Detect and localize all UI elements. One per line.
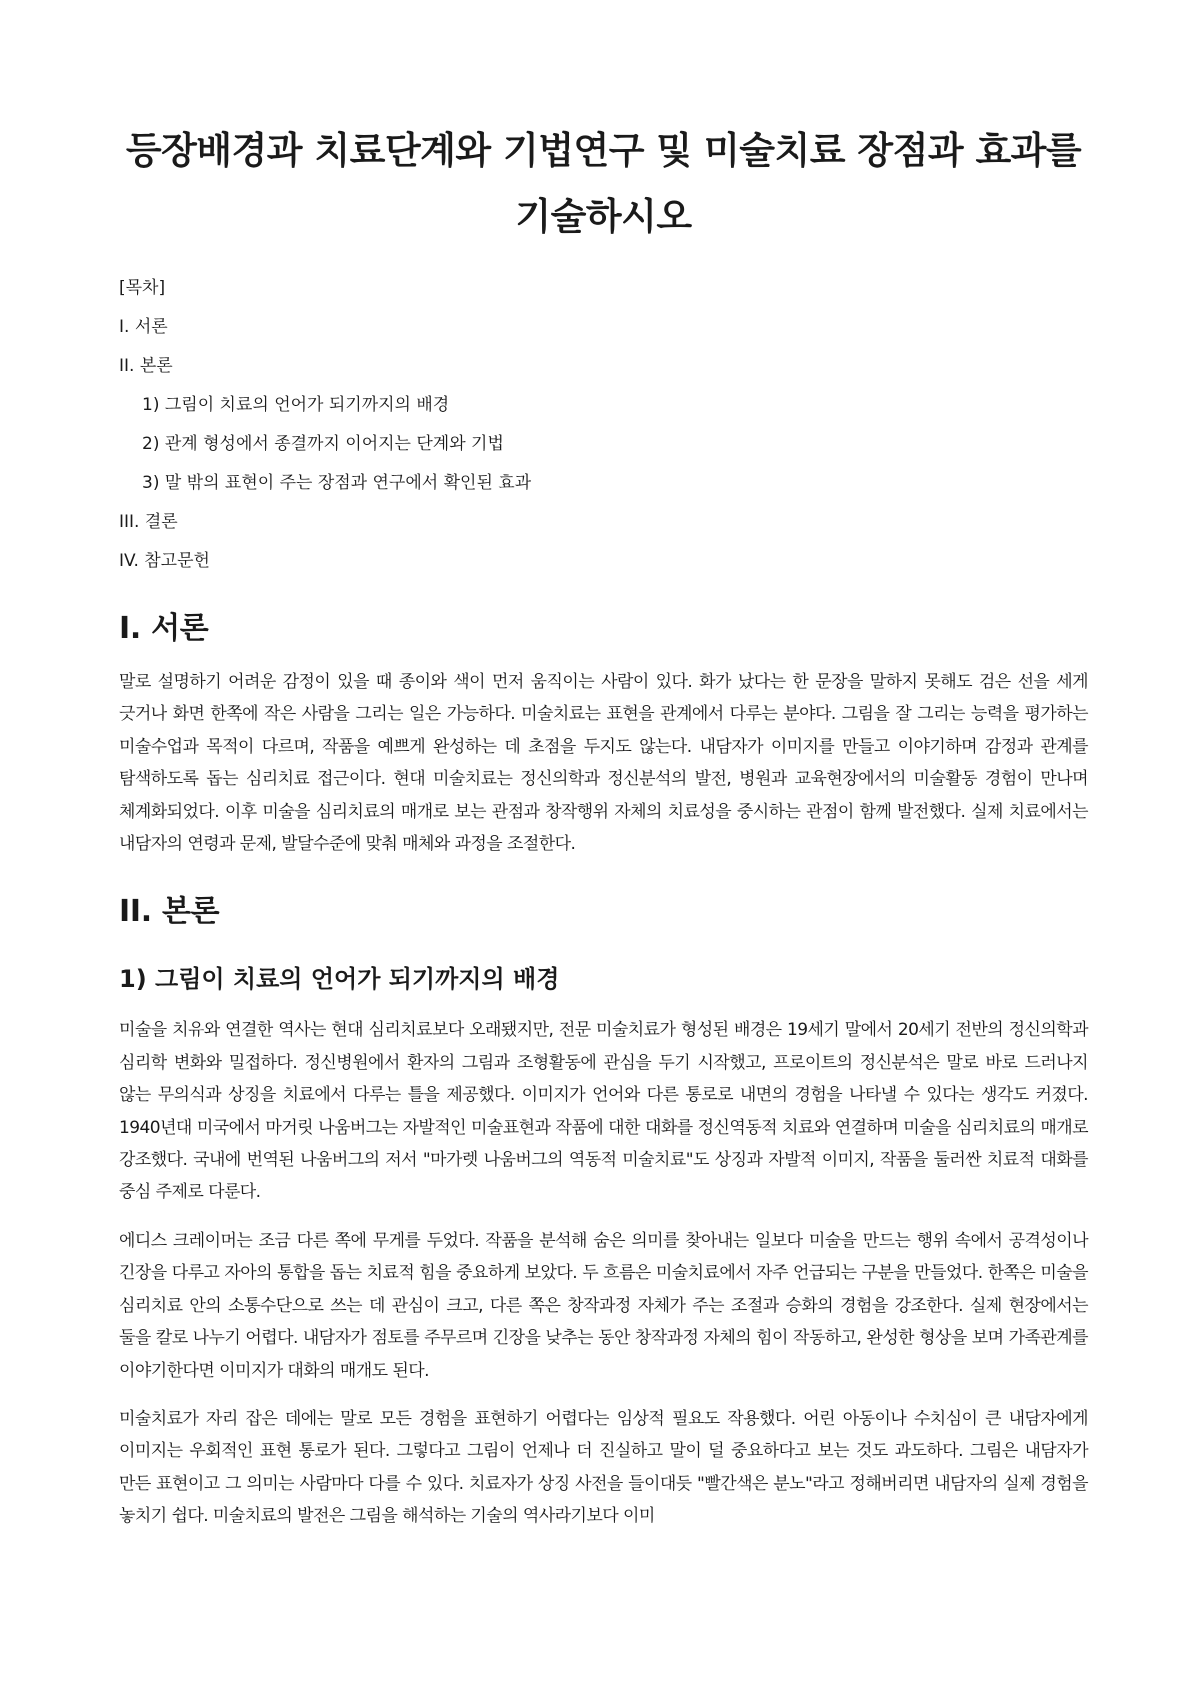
toc-item-introduction[interactable]: I. 서론 xyxy=(119,317,168,337)
section-spacer xyxy=(119,876,1088,892)
toc-item-references[interactable]: IV. 참고문헌 xyxy=(119,551,210,571)
section-spacer xyxy=(119,949,1088,961)
section-heading-introduction: I. 서론 xyxy=(119,611,209,646)
subsection-heading-background: 1) 그림이 치료의 언어가 되기까지의 배경 xyxy=(119,965,560,994)
paragraph: 미술을 치유와 연결한 역사는 현대 심리치료보다 오래됐지만, 전문 미술치료가 형성된 배경은 19세기 말에서 20세기 전반의 정신의학과 심리학 변화와 밀접하다. 정신병원에서 환자의 그림과 조형활동에 관심을 두기 시작했고, 프로이트의 정신분석은 말로 바로 드러나지 않는 무의식과 상징을 치료에서 다루는 틀을 제공했다. 이미지가 언어와 다른 통로로 내면의 경험을 나타낼 수 있다는 생각도 커졌다. 1940년대 미국에서 마거릿 나움버그는 자발적인 미술표현과 작품에 대한 대화를 정신역동적 치료와 연결하며 미술을 심리치료의 매개로 강조했다. 국내에 번역된 나움버그의 저서 "마가렛 나움버그의 역동적 미술치료"도 상징과 자발적 이미지, 작품을 둘러싼 치료적 대화를 중심 주제로 다룬다. xyxy=(119,1020,1088,1203)
toc-item-conclusion[interactable]: III. 결론 xyxy=(119,512,178,532)
paragraph: 말로 설명하기 어려운 감정이 있을 때 종이와 색이 먼저 움직이는 사람이 있다. 화가 났다는 한 문장을 말하지 못해도 검은 선을 세게 긋거나 화면 한쪽에 작은 사람을 그리는 일은 가능하다. 미술치료는 표현을 관계에서 다루는 분야다. 그림을 잘 그리는 능력을 평가하는 미술수업과 목적이 다르며, 작품을 예쁘게 완성하는 데 초점을 두지도 않는다. 내담자가 이미지를 만들고 이야기하며 감정과 관계를 탐색하도록 돕는 심리치료 접근이다. 현대 미술치료는 정신의학과 정신분석의 발전, 병원과 교육현장에서의 미술활동 경험이 만나며 체계화되었다. 이후 미술을 심리치료의 매개로 보는 관점과 창작행위 자체의 치료성을 중시하는 관점이 함께 발전했다. 실제 치료에서는 내담자의 연령과 문제, 발달수준에 맞춰 매체와 과정을 조절한다. xyxy=(119,672,1088,855)
table-of-contents xyxy=(119,277,1088,573)
paragraph: 에디스 크레이머는 조금 다른 쪽에 무게를 두었다. 작품을 분석해 숨은 의미를 찾아내는 일보다 미술을 만드는 행위 속에서 공격성이나 긴장을 다루고 자아의 통합을 돕는 치료적 힘을 중요하게 보았다. 두 흐름은 미술치료에서 자주 언급되는 구분을 만들었다. 한쪽은 미술을 심리치료 안의 소통수단으로 쓰는 데 관심이 크고, 다른 쪽은 창작과정 자체가 주는 조절과 승화의 경험을 강조한다. 실제 현장에서는 둘을 칼로 나누기 어렵다. 내담자가 점토를 주무르며 긴장을 낮추는 동안 창작과정 자체의 힘이 작동하고, 완성한 형상을 보며 가족관계를 이야기한다면 이미지가 대화의 매개도 된다. xyxy=(119,1230,1088,1381)
toc-item-body-sub2[interactable]: 2) 관계 형성에서 종결까지 이어지는 단계와 기법 xyxy=(142,434,504,454)
toc-item-body[interactable]: II. 본론 xyxy=(119,356,173,376)
toc-item-body-sub1[interactable]: 1) 그림이 치료의 언어가 되기까지의 배경 xyxy=(142,395,450,415)
document-title: 등장배경과 치료단계와 기법연구 및 미술치료 장점과 효과를 기술하시오 xyxy=(125,129,1082,238)
toc-item-body-sub3[interactable]: 3) 말 밖의 표현이 주는 장점과 연구에서 확인된 효과 xyxy=(142,473,532,493)
section-heading-body: II. 본론 xyxy=(119,894,220,930)
toc-heading: [목차] xyxy=(119,278,166,298)
paragraph: 미술치료가 자리 잡은 데에는 말로 모든 경험을 표현하기 어렵다는 임상적 필요도 작용했다. 어린 아동이나 수치심이 큰 내담자에게 이미지는 우회적인 표현 통로가 된다. 그렇다고 그림이 언제나 더 진실하고 말이 덜 중요하다고 보는 것도 과도하다. 그림은 내담자가 만든 표현이고 그 의미는 사람마다 다를 수 있다. 치료자가 상징 사전을 들이대듯 "빨간색은 분노"라고 정해버리면 내담자의 실제 경험을 놓치기 쉽다. 미술치료의 발전은 그림을 해석하는 기술의 역사라기보다 이미 xyxy=(119,1408,1089,1527)
